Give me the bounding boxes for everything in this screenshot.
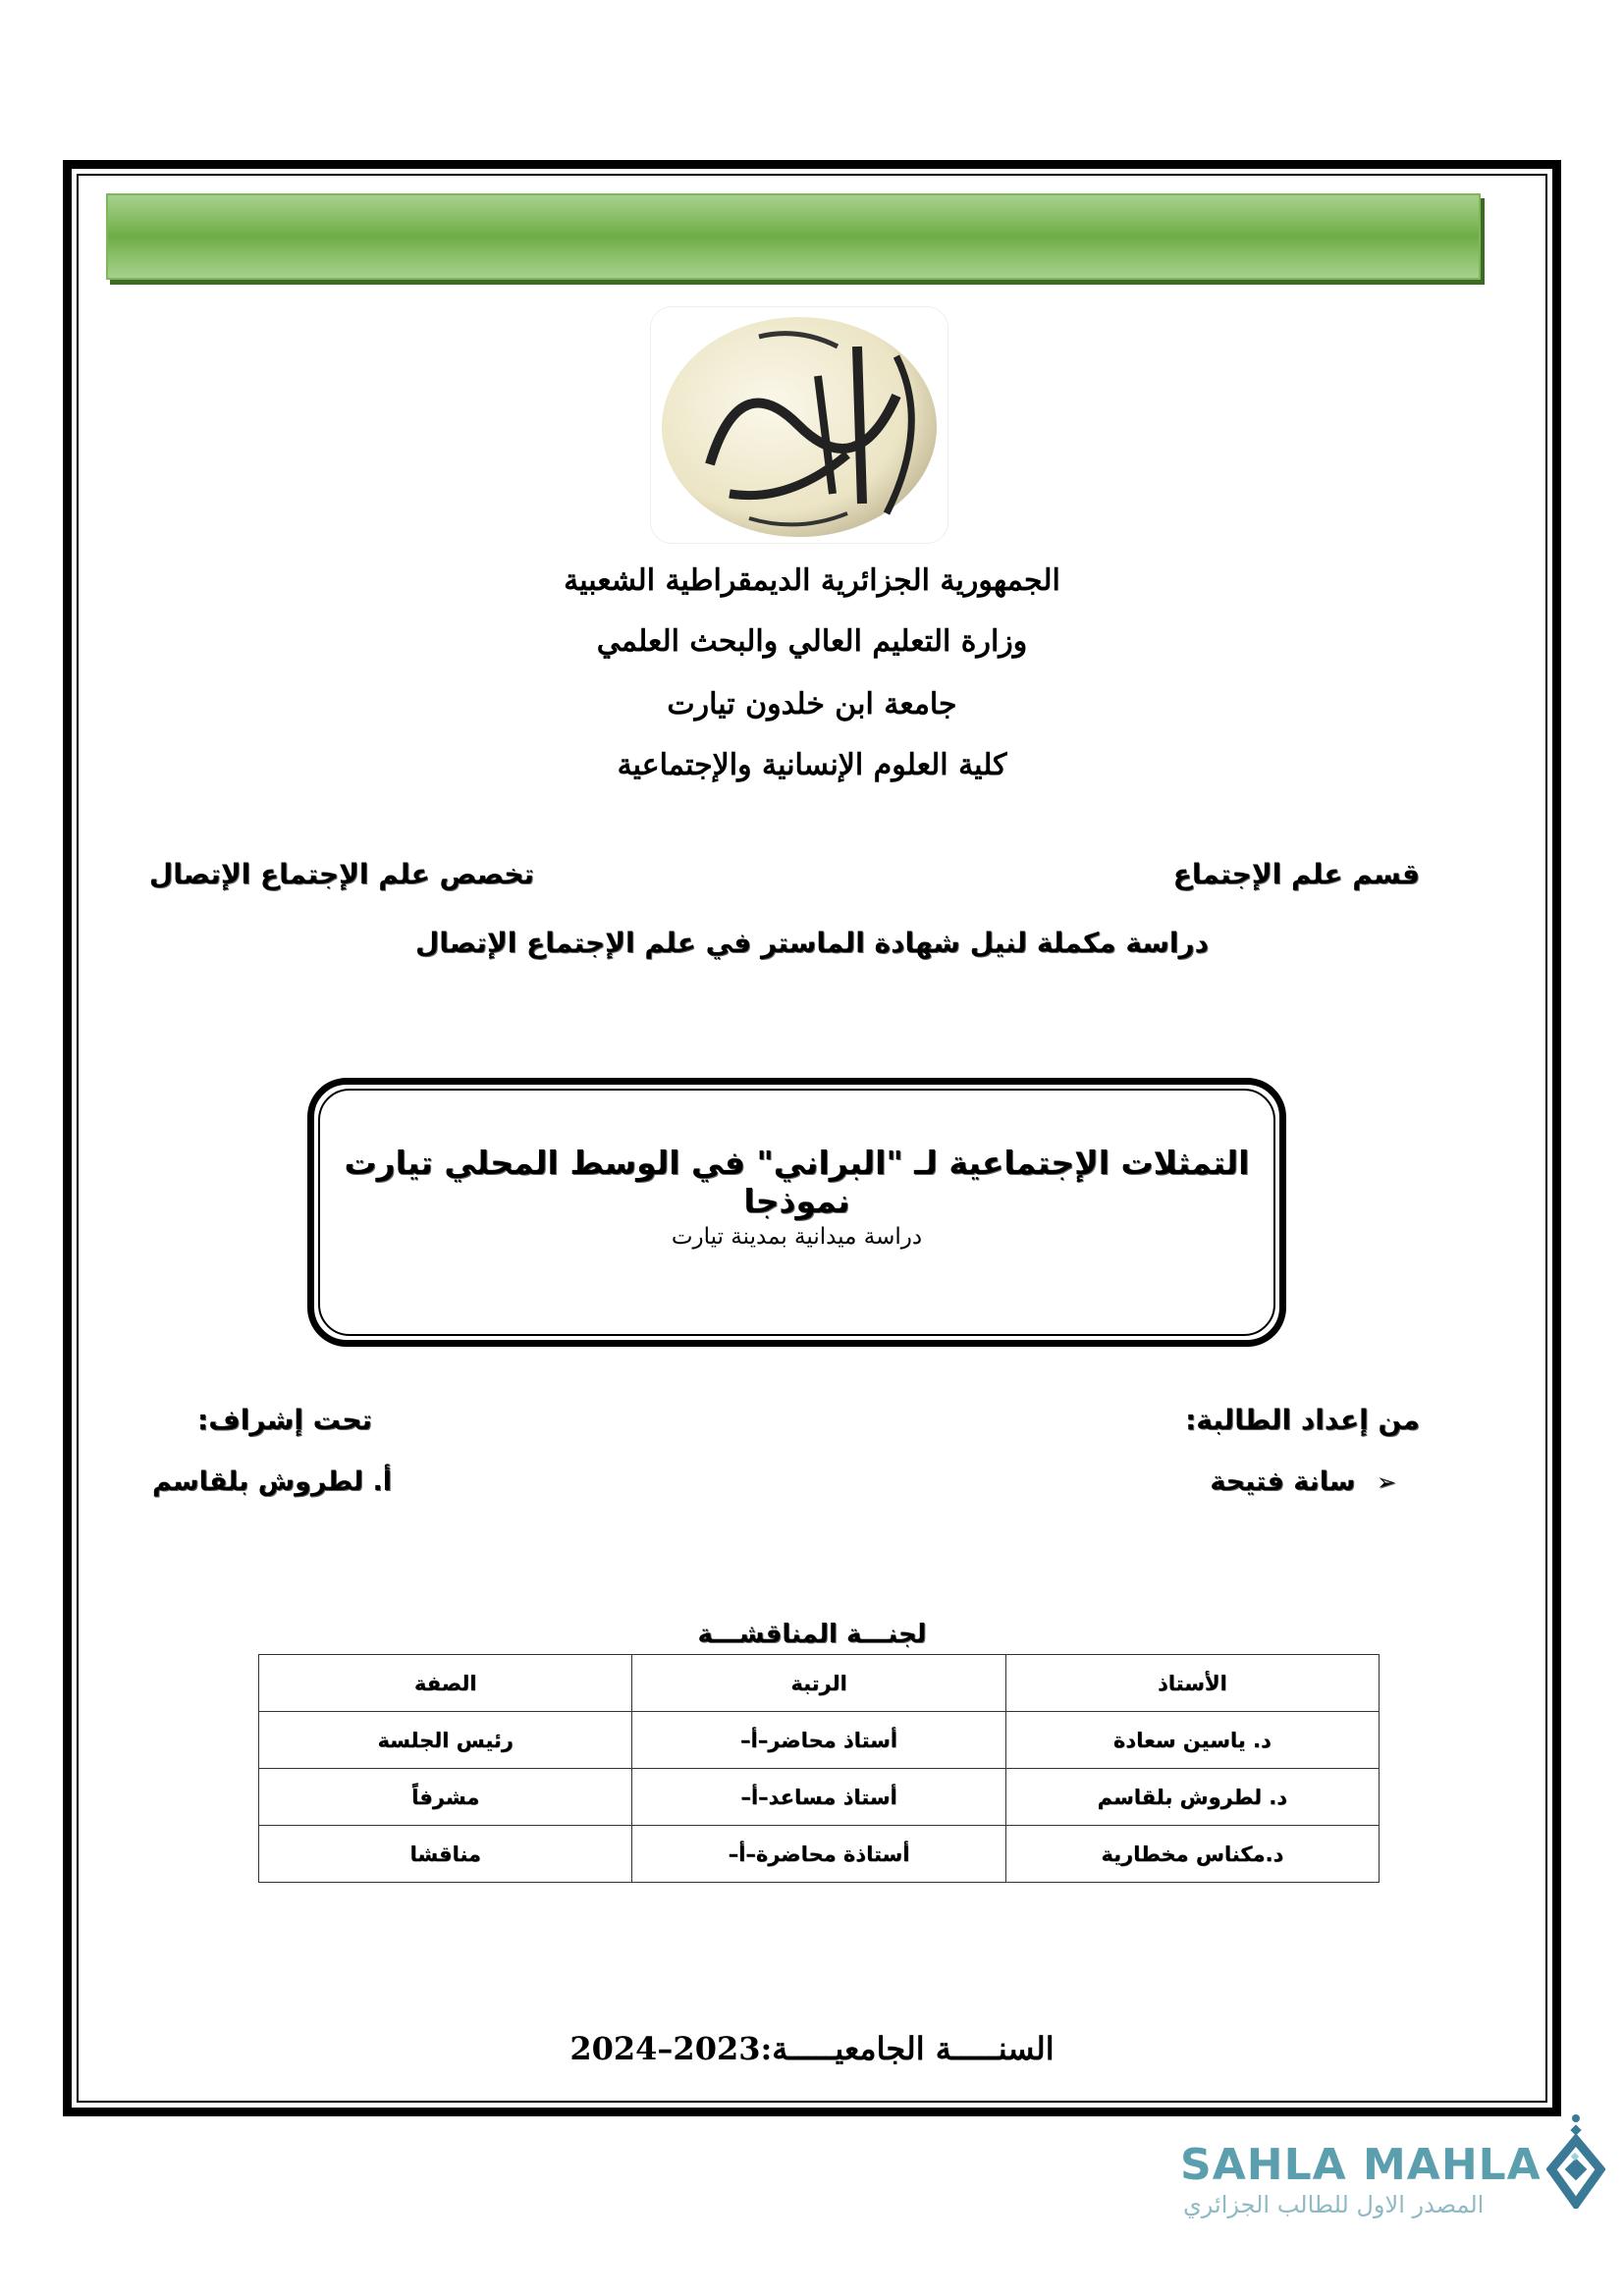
study-statement: دراسة مكملة لنيل شهادة الماستر في علم الإجتماع الإتصال bbox=[415, 927, 1209, 959]
department-label: قسم علم الإجتماع bbox=[1172, 858, 1420, 890]
ministry-line: وزارة التعليم العالي والبحث العلمي bbox=[596, 624, 1028, 659]
cell-rank: أستاذ محاضر–أ– bbox=[632, 1712, 1005, 1769]
thesis-title: التمثلات الإجتماعية لـ "البراني" في الوسط المحلي تيارت نموذجا bbox=[344, 1144, 1250, 1220]
header-rank: الرتبة bbox=[632, 1655, 1005, 1712]
cell-role: مشرفاً bbox=[259, 1769, 632, 1826]
watermark-tagline: المصدر الاول للطالب الجزائري bbox=[1183, 2191, 1485, 2218]
green-banner bbox=[106, 193, 1481, 280]
cell-role: مناقشا bbox=[259, 1826, 632, 1883]
header-role: الصفة bbox=[259, 1655, 632, 1712]
supervision-label: تحت إشراف: bbox=[197, 1404, 372, 1436]
table-row bbox=[259, 1712, 1380, 1769]
student-name-row bbox=[1210, 1467, 1396, 1497]
academic-year: السنـــــة الجامعيـــــة:2023–2024 bbox=[569, 2030, 1055, 2067]
sahla-mahla-logo-icon bbox=[1546, 2110, 1605, 2209]
watermark-brand: SAHLA MAHLA bbox=[1180, 2140, 1542, 2190]
faculty-line: كلية العلوم الإنسانية والإجتماعية bbox=[617, 748, 1007, 782]
cell-role: رئيس الجلسة bbox=[259, 1712, 632, 1769]
cell-rank: أستاذة محاضرة–أ– bbox=[632, 1826, 1005, 1883]
thesis-subtitle: دراسة ميدانية بمدينة تيارت bbox=[671, 1224, 923, 1250]
university-logo-icon bbox=[651, 307, 947, 543]
university-line: جامعة ابن خلدون تيارت bbox=[667, 687, 957, 721]
cell-professor: د. ياسين سعادة bbox=[1005, 1712, 1379, 1769]
specialization-label: تخصص علم الإجتماع الإتصال bbox=[148, 858, 534, 890]
cell-professor: د.مكناس مخطارية bbox=[1005, 1826, 1379, 1883]
supervisor-name: أ. لطروش بلقاسم bbox=[151, 1467, 392, 1497]
cell-rank: أستاذ مساعد–أ– bbox=[632, 1769, 1005, 1826]
committee-table bbox=[258, 1654, 1380, 1883]
republic-line: الجمهورية الجزائرية الديمقراطية الشعبية bbox=[564, 563, 1060, 598]
committee-title: لجنـــة المناقشـــة bbox=[697, 1620, 927, 1649]
student-name: سانة فتيحة bbox=[1210, 1467, 1356, 1497]
university-logo bbox=[650, 306, 948, 544]
title-box bbox=[307, 1078, 1286, 1347]
table-row bbox=[259, 1826, 1380, 1883]
table-row bbox=[259, 1769, 1380, 1826]
header-professor: الأستاذ bbox=[1005, 1655, 1379, 1712]
table-header-row bbox=[259, 1655, 1380, 1712]
arrow-bullet-icon: ➢ bbox=[1376, 1468, 1396, 1496]
cell-professor: د. لطروش بلقاسم bbox=[1005, 1769, 1379, 1826]
prepared-by-label: من إعداد الطالبة: bbox=[1185, 1404, 1420, 1436]
